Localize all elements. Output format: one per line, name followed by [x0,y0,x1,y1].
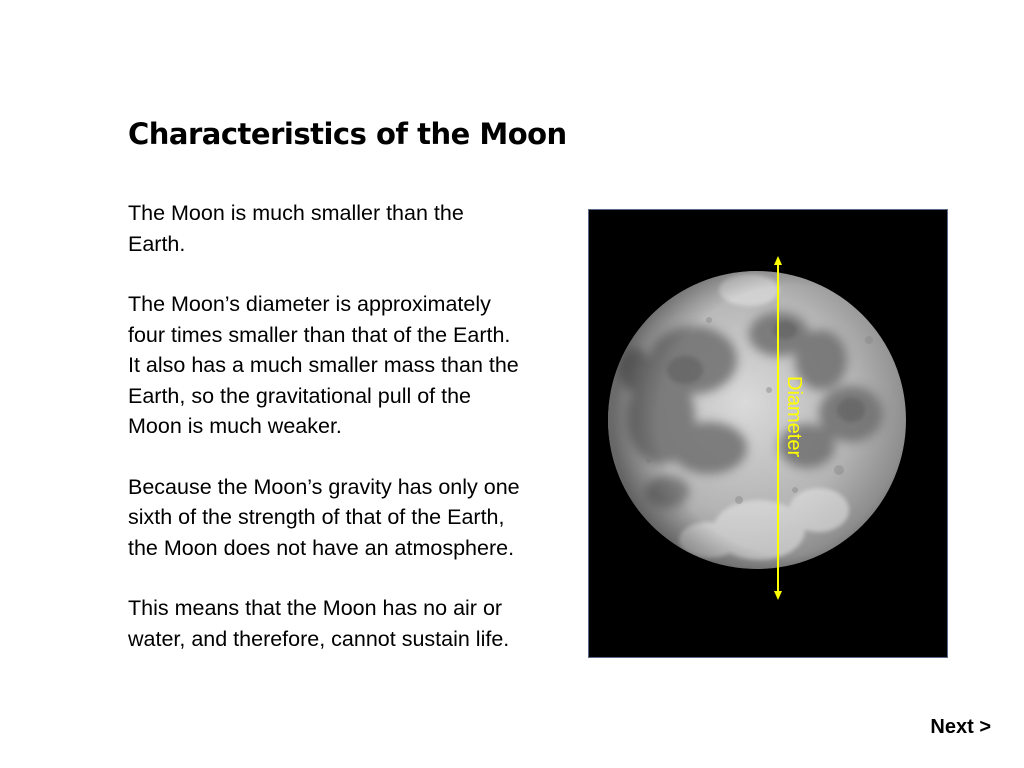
body-text [128,198,520,684]
paragraph-4: This means that the Moon has no air or water, and therefore, cannot sustain life. [128,596,510,651]
moon-image [588,209,948,658]
moon-disc [608,271,906,569]
paragraph-1: The Moon is much smaller than the Earth. [128,201,464,256]
next-button[interactable]: Next > [930,716,991,738]
slide-title: Characteristics of the Moon [128,117,567,151]
paragraph-2: The Moon’s diameter is approximately four times smaller than that of the Earth. It also has a much smaller mass than the Earth, so the gravitational pull of the Moon is much weaker. [128,292,519,438]
paragraph-3: Because the Moon’s gravity has only one sixth of the strength of that of the Earth, the Moon does not have an atmosphere. [128,474,520,560]
diameter-label: Diameter [783,376,805,458]
